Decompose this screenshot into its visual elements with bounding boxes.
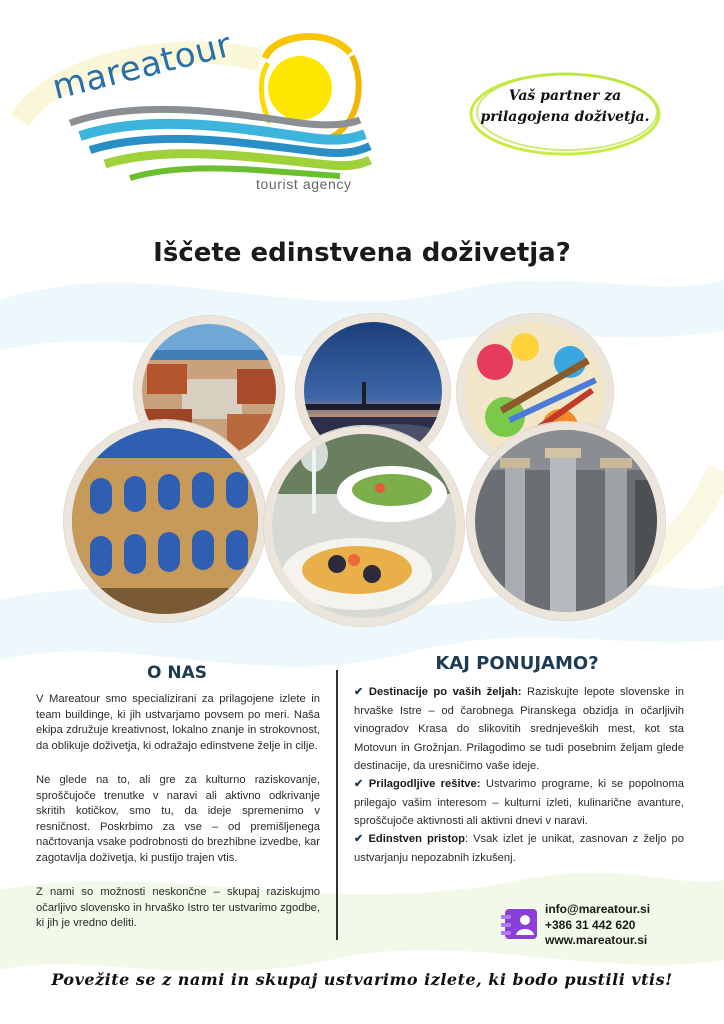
contact-block <box>545 902 650 949</box>
offer-item-text: Ustvarimo programe, ki se popolnoma prilegajo vašim interesom – kulturni izleti, kulinarične avanture, sproščujoče aktivnosti ali aktivni dnevi v naravi. <box>354 778 685 827</box>
footer-slogan: Povežite se z nami in skupaj ustvarimo izlete, ki bodo pustili vtis! <box>51 970 673 989</box>
offer-item-label: Prilagodljive rešitve: <box>368 778 481 790</box>
seafood-dinner-photo <box>264 426 464 626</box>
basilica-columns-photo <box>467 422 665 620</box>
contact-phone[interactable]: +386 31 442 620 <box>545 917 636 932</box>
offer-item-unique <box>354 830 684 867</box>
offer-item-flexible <box>354 775 684 831</box>
column-divider <box>336 670 338 940</box>
about-paragraph-3: Z nami so možnosti neskončne – skupaj raziskujmo očarljivo slovensko in hrvaško Istro ter ustvarimo zgodbe, ki jih je vredno deliti. <box>36 886 320 930</box>
slogan-line-2: prilagojena doživetja. <box>480 109 650 125</box>
about-paragraph-1: V Mareatour smo specializirani za prilagojene izlete in team buildinge, ki jih ustvarjamo povsem po meri. Naša ekipa združuje kreativnost, lokalno znanje in strokovnost, da oblikuje doživetja, ki odražajo edinstvene želje in cilje. <box>36 693 320 752</box>
arena-pula-photo <box>64 420 266 622</box>
about-paragraph-2: Ne glede na to, ali gre za kulturno raziskovanje, sproščujoče trenutke v naravi ali aktivno odkrivanje skritih kotičkov, smo tu, da ideje spremenimo v resničnost. Poskrbimo za vse – od premišljenega načrtovanja vsake podrobnosti do brezhibne izvedbe, kar zagotavlja doživetja, ki pustijo trajen vtis. <box>36 774 320 864</box>
brand-tagline: tourist agency <box>256 176 352 192</box>
contact-card-icon <box>499 905 543 943</box>
offer-item-destinations <box>354 683 684 776</box>
check-icon: ✔ <box>354 778 364 790</box>
about-title: O NAS <box>147 663 207 683</box>
contact-website[interactable]: www.mareatour.si <box>545 933 648 947</box>
offer-item-label: Destinacije po vaših željah: <box>368 686 522 698</box>
offer-item-text: : Vsak izlet je unikat, zasnovan z željo po ustvarjanju nepozabnih izkušenj. <box>354 833 684 864</box>
contact-email[interactable]: info@mareatour.si <box>545 902 651 916</box>
offer-item-label: Edinstven pristop <box>368 833 465 845</box>
check-icon: ✔ <box>354 686 364 698</box>
slogan-line-1: Vaš partner za <box>508 88 622 104</box>
brand-name: mareatour <box>48 24 236 109</box>
slogan <box>480 86 650 128</box>
headline: Iščete edinstvena doživetja? <box>153 238 571 268</box>
offer-item-text: Raziskujte lepote slovenske in hrvaške Istre – od čarobnega Piranskega obzidja in očarljivih vinogradov Krasa do slikovitih srednjeveških mest, kot sta Motovun in Grožnjan. Prilagodimo se tudi posebnim željam glede destinacije, da uresničimo vaše ideje. <box>354 686 684 772</box>
check-icon: ✔ <box>354 833 364 845</box>
offer-title: KAJ PONUJAMO? <box>435 653 599 674</box>
